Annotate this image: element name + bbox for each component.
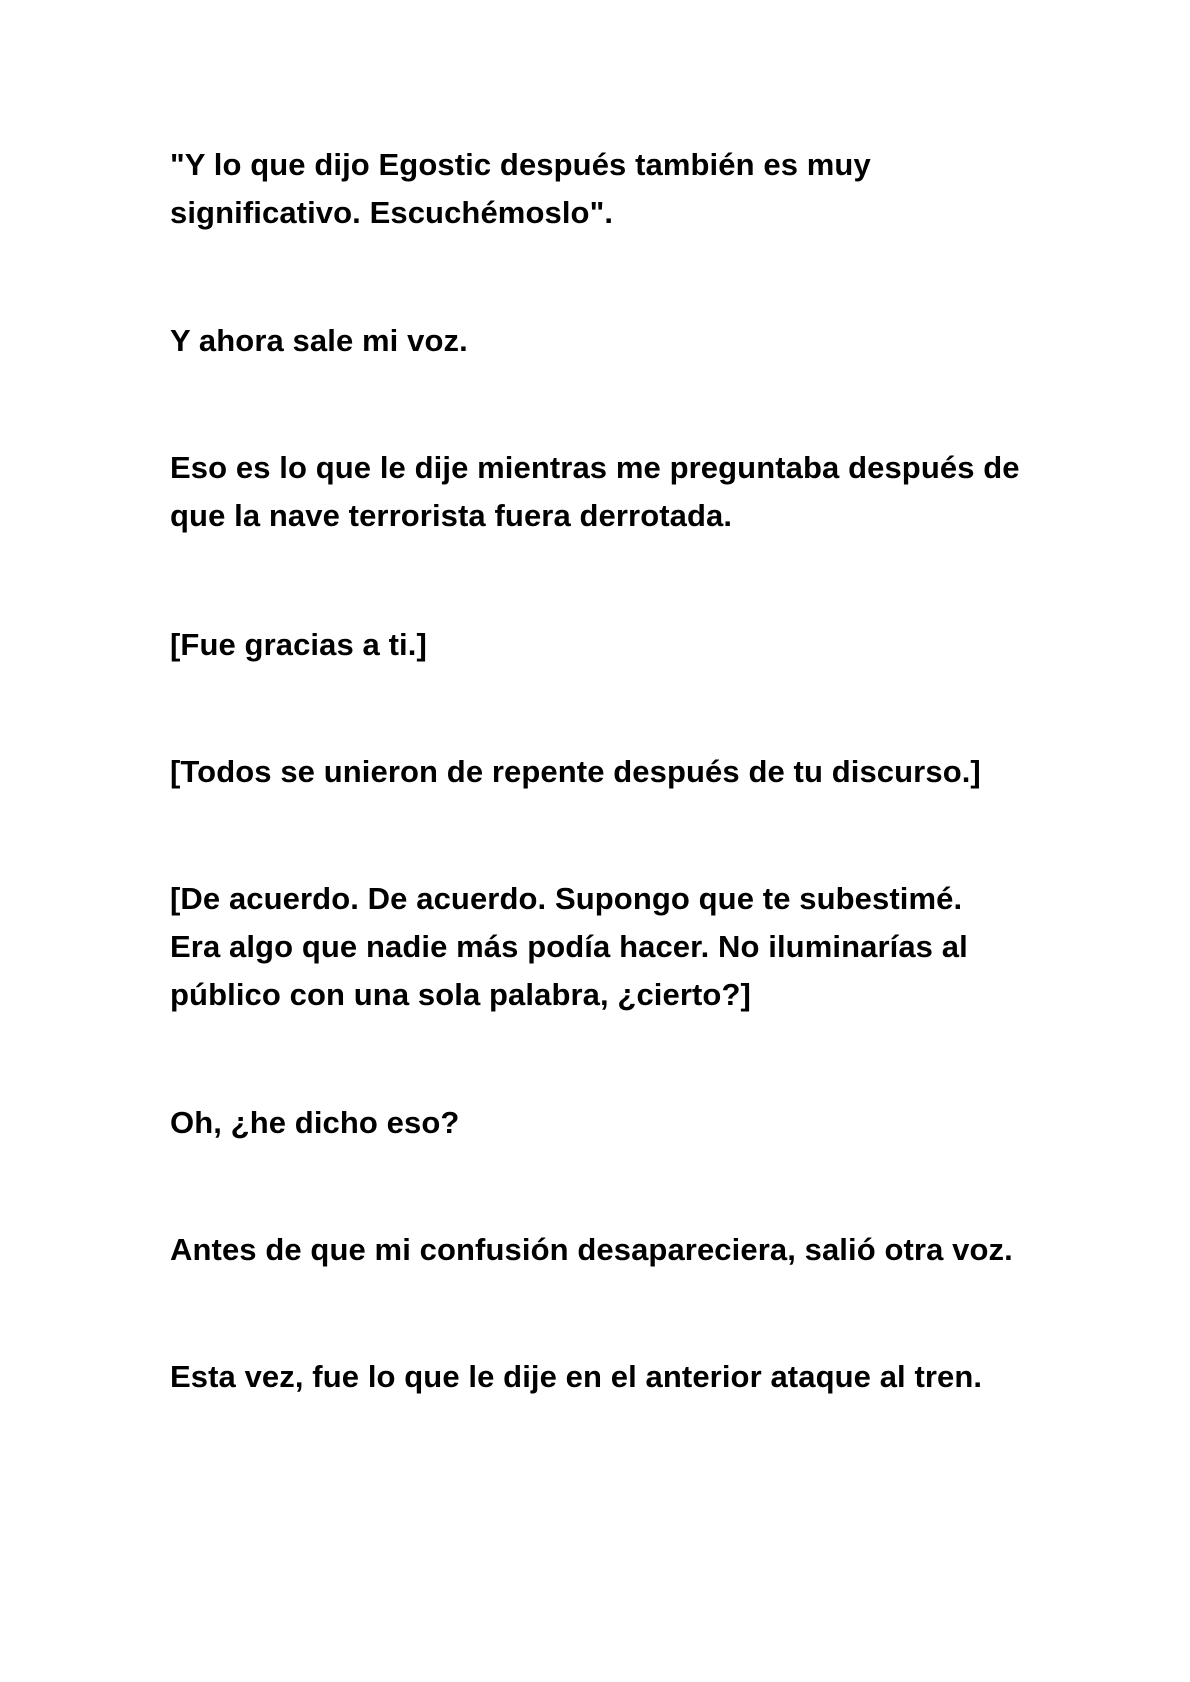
text-line: Era algo que nadie más podía hacer. No iluminarías al	[170, 929, 968, 964]
paragraph	[170, 317, 1050, 365]
paragraph	[170, 141, 1050, 237]
text-line: [Fue gracias a ti.]	[170, 627, 427, 662]
text-line: Y ahora sale mi voz.	[170, 323, 468, 358]
paragraph	[170, 1226, 1050, 1274]
text-line: significativo. Escuchémoslo".	[170, 195, 614, 230]
paragraph	[170, 1353, 1050, 1401]
text-line: "Y lo que dijo Egostic después también es muy	[170, 147, 871, 182]
text-line: [De acuerdo. De acuerdo. Supongo que te subestimé.	[170, 881, 963, 916]
text-line: público con una sola palabra, ¿cierto?]	[170, 977, 751, 1012]
paragraph	[170, 444, 1050, 540]
paragraph	[170, 1099, 1050, 1147]
text-line: Oh, ¿he dicho eso?	[170, 1105, 460, 1140]
paragraph	[170, 621, 1050, 669]
paragraph	[170, 748, 1050, 796]
text-line: [Todos se unieron de repente después de tu discurso.]	[170, 754, 981, 789]
paragraph	[170, 875, 1050, 1019]
text-line: que la nave terrorista fuera derrotada.	[170, 498, 733, 533]
text-line: Eso es lo que le dije mientras me preguntaba después de	[170, 450, 1020, 485]
text-line: Antes de que mi confusión desapareciera, salió otra voz.	[170, 1232, 1013, 1267]
text-line: Esta vez, fue lo que le dije en el anterior ataque al tren.	[170, 1359, 983, 1394]
